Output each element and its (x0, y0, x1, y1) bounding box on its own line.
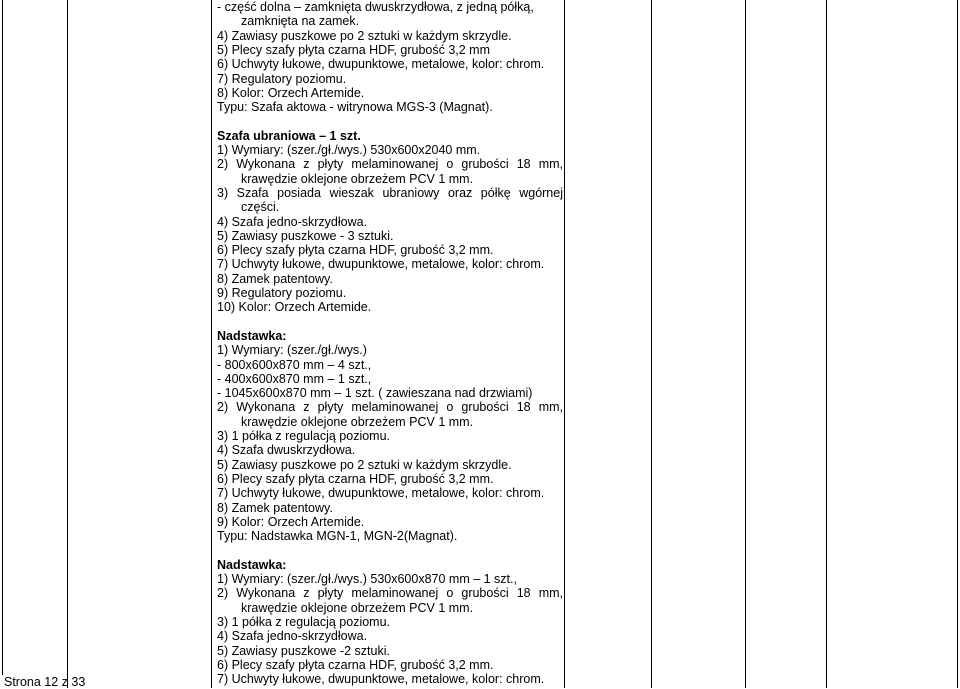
table-column-rule (564, 0, 565, 688)
spec-line: 3) Szafa posiada wieszak ubraniowy oraz półkę wgórnej (217, 185, 563, 200)
spec-line: 3) 1 półka z regulacją poziomu. (217, 429, 391, 443)
spec-line: części. (241, 200, 280, 215)
table-column-rule (67, 0, 68, 688)
spec-line: 7) Uchwyty łukowe, dwupunktowe, metalowe, kolor: chrom. (217, 486, 545, 501)
spec-line: 4) Szafa jedno-skrzydłowa. (217, 214, 368, 229)
spec-line: 8) Zamek patentowy. (217, 500, 333, 515)
spec-line: zamknięta na zamek. (241, 14, 360, 29)
spec-line: Typu: Szafa aktowa - witrynowa MGS-3 (Magnat). (217, 100, 493, 115)
spec-line: 7) Uchwyty łukowe, dwupunktowe, metalowe, kolor: chrom. (217, 672, 545, 687)
spec-line: 7) Uchwyty łukowe, dwupunktowe, metalowe, kolor: chrom. (217, 257, 545, 272)
table-column-rule (745, 0, 746, 688)
spec-line: 1) Wymiary: (szer./gł./wys.) 530x600x870 mm – 1 szt., (217, 572, 517, 586)
spec-line: 5) Zawiasy puszkowe -2 sztuki. (217, 643, 390, 658)
spec-line: 4) Szafa dwuskrzydłowa. (217, 443, 356, 458)
table-column-rule (211, 0, 212, 688)
spec-line: 5) Plecy szafy płyta czarna HDF, grubość 3,2 mm (217, 42, 491, 57)
spec-line: 5) Zawiasy puszkowe po 2 sztuki w każdym skrzydle. (217, 457, 512, 472)
spec-line: 2) Wykonana z płyty melaminowanej o grubości 18 mm, (217, 586, 563, 601)
spec-line: 3) 1 półka z regulacją poziomu. (217, 614, 391, 629)
spec-line: 6) Plecy szafy płyta czarna HDF, grubość 3,2 mm. (217, 471, 494, 486)
spec-line: 10) Kolor: Orzech Artemide. (217, 300, 372, 315)
spec-line: 5) Zawiasy puszkowe - 3 sztuki. (217, 228, 394, 243)
spec-line: 1) Wymiary: (szer./gł./wys.) 530x600x2040 mm. (217, 143, 481, 157)
spec-line: 9) Regulatory poziomu. (217, 286, 347, 300)
spec-line: Typu: Nadstawka MGN-1, MGN-2(Magnat). (217, 529, 458, 544)
spec-line: 7) Regulatory poziomu. (217, 71, 347, 86)
spec-line: - 1045x600x870 mm – 1 szt. ( zawieszana nad drzwiami) (217, 386, 533, 401)
spec-line: krawędzie oklejone obrzeżem PCV 1 mm. (241, 171, 474, 186)
spec-line: 2) Wykonana z płyty melaminowanej o grubości 18 mm, (217, 157, 563, 172)
table-border-left (2, 0, 3, 675)
spec-line: - 800x600x870 mm – 4 szt., (217, 357, 372, 372)
spec-line: 4) Zawiasy puszkowe po 2 sztuki w każdym skrzydle. (217, 28, 512, 43)
spec-line: 2) Wykonana z płyty melaminowanej o grubości 18 mm, (217, 400, 563, 415)
spec-line: 8) Kolor: Orzech Artemide. (217, 85, 365, 100)
spec-line: - część dolna – zamknięta dwuskrzydłowa, z jedną półką, (217, 0, 534, 14)
spec-line: 4) Szafa jedno-skrzydłowa. (217, 629, 368, 644)
table-border-right (957, 0, 958, 688)
table-column-rule (826, 0, 827, 688)
section-heading: Nadstawka: (217, 557, 287, 572)
section-heading: Szafa ubraniowa – 1 szt. (217, 128, 361, 143)
spec-line: 1) Wymiary: (szer./gł./wys.) (217, 343, 367, 358)
spec-line: krawędzie oklejone obrzeżem PCV 1 mm. (241, 414, 474, 429)
spec-line: 8) Zamek patentowy. (217, 271, 333, 286)
spec-line: 6) Plecy szafy płyta czarna HDF, grubość 3,2 mm. (217, 657, 494, 672)
spec-line: krawędzie oklejone obrzeżem PCV 1 mm. (241, 600, 474, 615)
table-column-rule (651, 0, 652, 688)
spec-line: 6) Plecy szafy płyta czarna HDF, grubość 3,2 mm. (217, 243, 494, 258)
section-heading: Nadstawka: (217, 328, 287, 343)
spec-line: - 400x600x870 mm – 1 szt., (217, 371, 372, 386)
spec-line: 9) Kolor: Orzech Artemide. (217, 514, 365, 529)
spec-line: 6) Uchwyty łukowe, dwupunktowe, metalowe, kolor: chrom. (217, 57, 545, 72)
page-number: Strona 12 z 33 (4, 675, 86, 689)
